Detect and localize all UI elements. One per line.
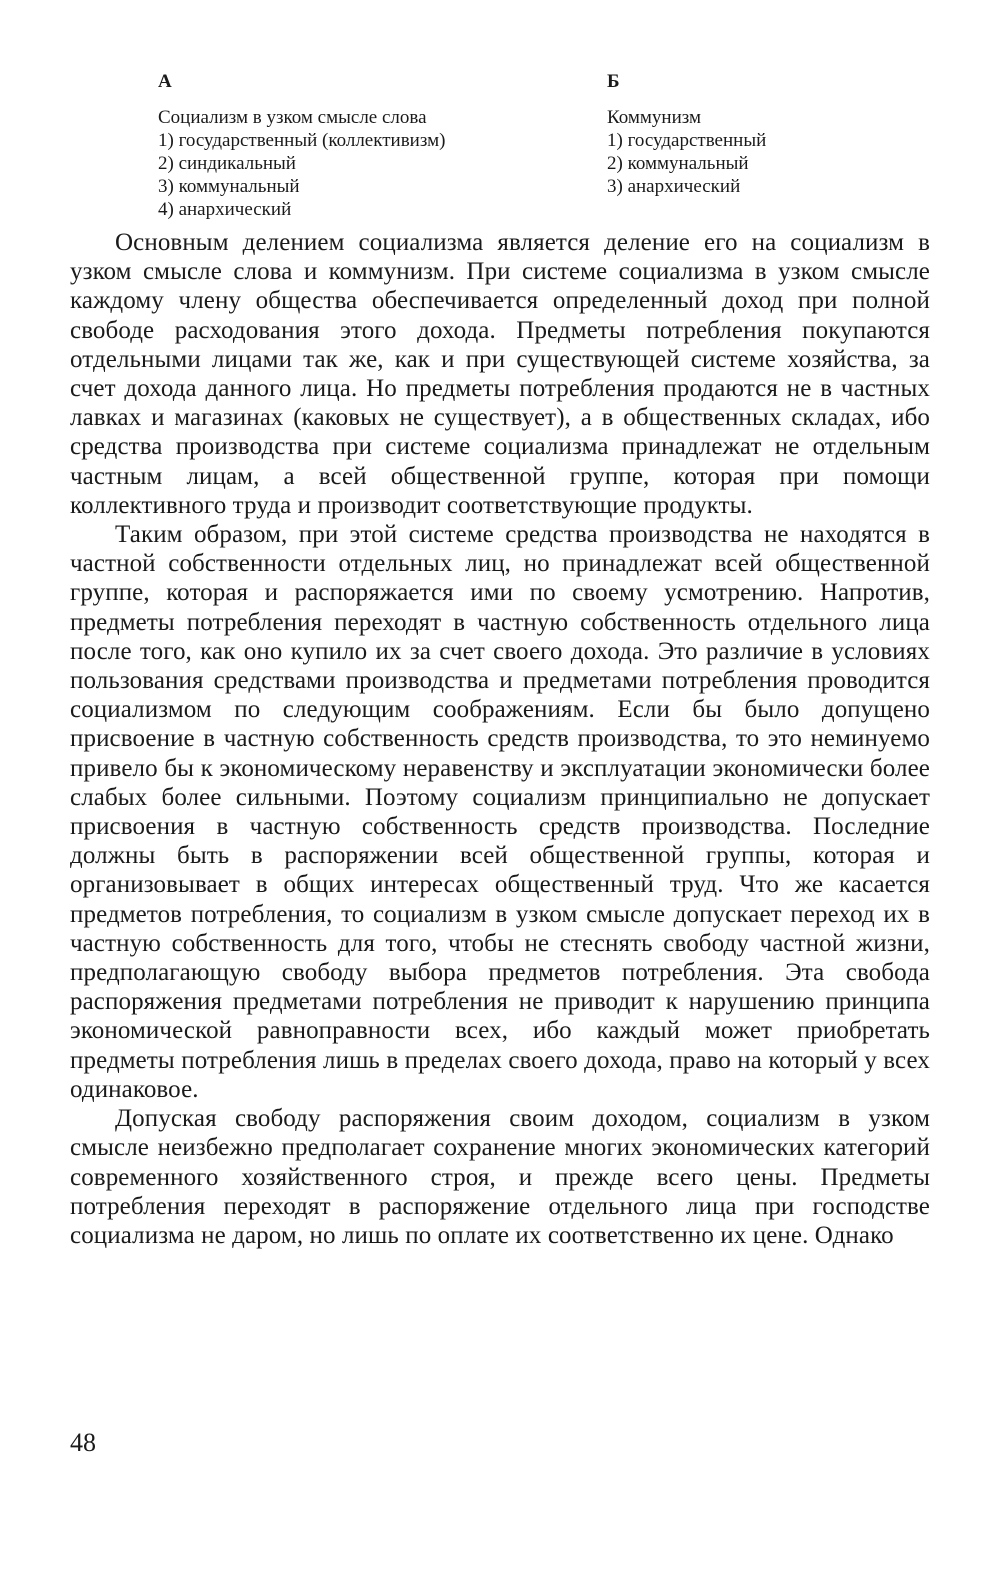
column-b-item: 2) коммунальный [607, 153, 749, 174]
paragraph: Таким образом, при этой системе средства производства не находятся в частной собственности отдельных лиц, но принадлежат всей общественной группе, которая и распоряжается ими по своему усмотрению. Напротив, предметы потребления переходят в частную собственность отдельного лица после того, как оно купило их за счет своего дохода. Это различие в условиях пользования средствами производства и предметами потребления проводится социализмом по следующим соображениям. Если бы было допущено присвоение в частную собственность средств производства, то это неминуемо привело бы к экономическому неравенству и эксплуатации экономически более слабых более сильными. Поэтому социализм принципиально не допускает присвоения в частную собственность средств производства. Последние должны быть в распоряжении всей общественной группы, которая и организовывает в общих интересах общественный труд. Что же касается предметов потребления, то социализм в узком смысле допускает переход их в частную собственность для того, чтобы не стеснять свободу частной жизни, предполагающую свободу выбора предметов потребления. Эта свобода распоряжения предметами потребления не приводит к нарушению принципа экономической равноправности всех, ибо каждый может приобретать предметы потребления лишь в пределах своего дохода, право на который у всех одинаковое. [70, 521, 930, 1103]
column-b-letter: Б [607, 71, 620, 92]
paragraph: Основным делением социализма является деление его на социализм в узком смысле слова и коммунизм. При системе социализма в узком смысле каждому члену общества обеспечивается определенный доход при полной свободе расходования этого дохода. Предметы потребления покупаются отдельными лицами так же, как и при существующей системе хозяйства, за счет дохода данного лица. Но предметы потребления продаются не в частных лавках и магазинах (каковых не существует), а в общественных складах, ибо средства производства при системе социализма принадлежат не отдельным частным лицам, а всей общественной группе, которая при помощи коллективного труда и производит соответствующие продукты. [70, 229, 930, 519]
column-a-item: 1) государственный (коллективизм) [158, 130, 446, 151]
classification-schema [70, 60, 930, 228]
page-number: 48 [70, 1428, 96, 1457]
column-a-heading: Социализм в узком смысле слова [158, 107, 427, 128]
column-b [607, 70, 766, 198]
column-b-heading: Коммунизм [607, 107, 702, 128]
column-a-letter: А [158, 71, 172, 92]
column-b-item: 3) анархический [607, 176, 741, 197]
column-a-item: 4) анархический [158, 199, 292, 220]
column-b-item: 1) государственный [607, 130, 767, 151]
column-a-item: 2) синдикальный [158, 153, 296, 174]
column-a-item: 3) коммунальный [158, 176, 300, 197]
body-text [70, 228, 930, 1250]
book-page [70, 60, 930, 1560]
column-a [158, 70, 445, 221]
paragraph: Допуская свободу распоряжения своим доходом, социализм в узком смысле неизбежно предполагает сохранение многих экономических категорий современного хозяйственного строя, и прежде всего цены. Предметы потребления переходят в распоряжение отдельного лица при господстве социализма не даром, но лишь по оплате их соответственно их цене. Однако [70, 1105, 930, 1249]
